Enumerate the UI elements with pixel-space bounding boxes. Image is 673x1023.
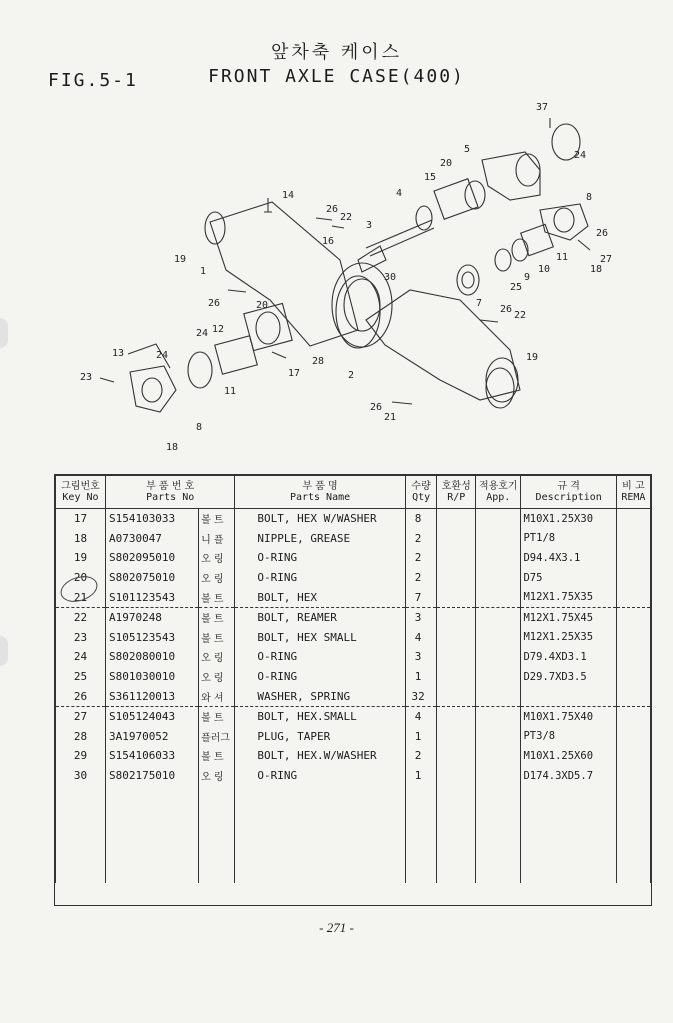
rp-cell [437, 568, 476, 588]
callout-label: 24 [196, 328, 209, 339]
part-number-cell [105, 785, 198, 805]
rp-cell [437, 706, 476, 726]
remarks-cell [616, 628, 650, 648]
key-cell: 26 [56, 686, 106, 706]
housing-5 [482, 152, 540, 200]
rp-cell [437, 844, 476, 864]
binder-hole [0, 318, 8, 348]
app-cell [476, 568, 521, 588]
table-row [56, 607, 651, 627]
rp-cell [437, 587, 476, 607]
callout-label: 15 [424, 172, 437, 183]
description-cell [521, 686, 616, 706]
remarks-cell [616, 548, 650, 568]
table-row [56, 706, 651, 726]
remarks-cell [616, 529, 650, 549]
korean-name-cell [199, 785, 235, 805]
app-cell [476, 607, 521, 627]
table-row [56, 686, 651, 706]
callout-label: 16 [322, 236, 335, 247]
korean-name-cell: 오 링 [199, 548, 235, 568]
callout-label: 24 [156, 350, 169, 361]
app-cell [476, 746, 521, 766]
qty-cell [405, 844, 437, 864]
korean-name-cell: 오 링 [199, 667, 235, 687]
qty-cell [405, 785, 437, 805]
callout-label: 19 [174, 254, 187, 265]
part-number-cell: S105123543 [105, 628, 198, 648]
callout-label: 10 [538, 264, 551, 275]
key-cell: 25 [56, 667, 106, 687]
part-name-cell: O-RING [235, 647, 405, 667]
part-name-cell [235, 844, 405, 864]
app-cell [476, 529, 521, 549]
part-name-cell: PLUG, TAPER [235, 727, 405, 747]
callout-label: 27 [600, 254, 613, 265]
callout-label: 20 [440, 158, 453, 169]
part-number-cell: S105124043 [105, 706, 198, 726]
part-name-cell: O-RING [235, 548, 405, 568]
part-name-cell [235, 785, 405, 805]
remarks-cell [616, 864, 650, 884]
key-cell [56, 785, 106, 805]
header-key-no: 그림번호 Key No [56, 476, 106, 509]
table-row [56, 647, 651, 667]
header-parts-name: 부 품 명 Parts Name [235, 476, 405, 509]
part-number-cell: S802175010 [105, 766, 198, 786]
part-name-cell: O-RING [235, 766, 405, 786]
bolt-22 [332, 226, 344, 228]
description-cell [521, 825, 616, 845]
header-remarks: 비 고 REMA [616, 476, 650, 509]
key-cell [56, 825, 106, 845]
callout-label: 30 [384, 272, 397, 283]
korean-name-cell: 볼 트 [199, 706, 235, 726]
description-cell: D29.7XD3.5 [521, 667, 616, 687]
bolt-21 [392, 402, 412, 404]
remarks-cell [616, 785, 650, 805]
rp-cell [437, 785, 476, 805]
key-cell [56, 805, 106, 825]
part-name-cell: BOLT, HEX SMALL [235, 628, 405, 648]
table-row [56, 805, 651, 825]
korean-name-cell: 오 링 [199, 766, 235, 786]
rp-cell [437, 509, 476, 529]
key-cell [56, 844, 106, 864]
rp-cell [437, 548, 476, 568]
callout-label: 13 [112, 348, 125, 359]
key-cell: 30 [56, 766, 106, 786]
remarks-cell [616, 509, 650, 529]
bolt-17 [272, 352, 286, 358]
callout-label: 23 [80, 372, 93, 383]
callout-label: 21 [384, 412, 397, 423]
callout-label: 22 [340, 212, 353, 223]
remarks-cell [616, 825, 650, 845]
callout-label: 3 [366, 220, 373, 231]
binder-hole [0, 636, 8, 666]
table-row [56, 548, 651, 568]
bolt-23 [100, 378, 114, 382]
app-cell [476, 766, 521, 786]
part-number-cell: S361120013 [105, 686, 198, 706]
description-cell: M12X1.25X35 [521, 628, 616, 648]
qty-cell: 1 [405, 727, 437, 747]
qty-cell: 1 [405, 766, 437, 786]
callout-label: 26 [208, 298, 221, 309]
rp-cell [437, 607, 476, 627]
bearing-7 [457, 265, 479, 295]
callout-label: 8 [586, 192, 593, 203]
remarks-cell [616, 727, 650, 747]
remarks-cell [616, 706, 650, 726]
app-cell [476, 727, 521, 747]
callout-label: 14 [282, 190, 295, 201]
o-ring-19-left [205, 212, 225, 244]
rp-cell [437, 864, 476, 884]
korean-name-cell: 니 플 [199, 529, 235, 549]
description-cell: M10X1.25X30 [521, 509, 616, 529]
part-number-cell: 3A1970052 [105, 727, 198, 747]
callout-label: 1 [200, 266, 207, 277]
table-row [56, 864, 651, 884]
part-name-cell: BOLT, REAMER [235, 607, 405, 627]
page-number: - 271 - [319, 920, 354, 935]
table-row [56, 628, 651, 648]
part-name-cell: BOLT, HEX W/WASHER [235, 509, 405, 529]
rp-cell [437, 727, 476, 747]
key-cell: 22 [56, 607, 106, 627]
description-cell [521, 785, 616, 805]
page-title-english: FRONT AXLE CASE(400) [208, 66, 465, 87]
parts-list-table [54, 474, 652, 906]
description-cell: D94.4X3.1 [521, 548, 616, 568]
table-row [56, 746, 651, 766]
header-description: 규 격 Description [521, 476, 616, 509]
page-title-korean: 앞차축 케이스 [270, 42, 403, 63]
table-row [56, 844, 651, 864]
callout-label: 26 [596, 228, 609, 239]
bolt-26-mid [228, 290, 246, 292]
korean-name-cell: 볼 트 [199, 587, 235, 607]
callout-label: 19 [526, 352, 539, 363]
key-cell: 27 [56, 706, 106, 726]
callout-label: 20 [256, 300, 269, 311]
remarks-cell [616, 607, 650, 627]
part-number-cell: S802095010 [105, 548, 198, 568]
callout-label: 9 [524, 272, 531, 283]
header-parts-no: 부 품 번 호 Parts No [105, 476, 234, 509]
korean-name-cell [199, 844, 235, 864]
table-row [56, 509, 651, 529]
callout-label: 18 [590, 264, 603, 275]
app-cell [476, 667, 521, 687]
key-cell: 17 [56, 509, 106, 529]
part-number-cell: S101123543 [105, 587, 198, 607]
table-row [56, 825, 651, 845]
sleeve-24 [215, 336, 258, 374]
qty-cell: 2 [405, 746, 437, 766]
part-name-cell: O-RING [235, 568, 405, 588]
callout-label: 11 [556, 252, 569, 263]
key-cell: 28 [56, 727, 106, 747]
app-cell [476, 548, 521, 568]
rp-cell [437, 529, 476, 549]
remarks-cell [616, 647, 650, 667]
remarks-cell [616, 667, 650, 687]
app-cell [476, 844, 521, 864]
app-cell [476, 825, 521, 845]
rp-cell [437, 647, 476, 667]
remarks-cell [616, 766, 650, 786]
qty-cell: 1 [405, 667, 437, 687]
qty-cell [405, 825, 437, 845]
description-cell: M10X1.75X40 [521, 706, 616, 726]
o-ring-11 [188, 352, 212, 388]
part-number-cell [105, 844, 198, 864]
header-app: 적용호기 App. [476, 476, 521, 509]
callout-label: 24 [574, 150, 587, 161]
description-cell: D174.3XD5.7 [521, 766, 616, 786]
key-cell [56, 864, 106, 884]
rp-cell [437, 766, 476, 786]
app-cell [476, 805, 521, 825]
app-cell [476, 864, 521, 884]
axle-case-right [366, 290, 520, 400]
rp-cell [437, 667, 476, 687]
callout-label: 26 [370, 402, 383, 413]
header-rp: 호환성 R/P [437, 476, 476, 509]
key-cell: 18 [56, 529, 106, 549]
app-cell [476, 509, 521, 529]
description-cell: M12X1.75X35 [521, 587, 616, 607]
description-cell: M10X1.25X60 [521, 746, 616, 766]
bolt-22-right [480, 320, 498, 322]
callout-label: 22 [514, 310, 527, 321]
description-cell: D79.4XD3.1 [521, 647, 616, 667]
qty-cell: 3 [405, 607, 437, 627]
bracket-8-left [130, 366, 176, 412]
table-row [56, 587, 651, 607]
korean-name-cell: 와 셔 [199, 686, 235, 706]
korean-name-cell: 볼 트 [199, 509, 235, 529]
part-number-cell [105, 825, 198, 845]
part-number-cell [105, 805, 198, 825]
callout-label: 11 [224, 386, 237, 397]
bracket-8 [540, 204, 588, 240]
korean-name-cell [199, 805, 235, 825]
korean-name-cell: 오 링 [199, 647, 235, 667]
description-cell [521, 864, 616, 884]
key-cell: 29 [56, 746, 106, 766]
key-cell: 24 [56, 647, 106, 667]
bushing-10 [521, 224, 554, 255]
diagram-drawing [40, 100, 640, 460]
description-cell: PT1/8 [521, 529, 616, 549]
app-cell [476, 785, 521, 805]
remarks-cell [616, 746, 650, 766]
description-cell: PT3/8 [521, 727, 616, 747]
table-row [56, 766, 651, 786]
o-ring-30 [336, 276, 380, 348]
bearing-housing-15 [434, 179, 478, 220]
exploded-parts-diagram [40, 100, 640, 460]
part-number-cell: A0730047 [105, 529, 198, 549]
key-cell: 21 [56, 587, 106, 607]
rp-cell [437, 686, 476, 706]
part-name-cell: WASHER, SPRING [235, 686, 405, 706]
bolt-26-top [316, 218, 332, 220]
table-header-row [56, 476, 651, 509]
rp-cell [437, 805, 476, 825]
part-name-cell [235, 805, 405, 825]
callout-label: 18 [166, 442, 179, 453]
qty-cell: 4 [405, 706, 437, 726]
qty-cell: 8 [405, 509, 437, 529]
part-name-cell: BOLT, HEX.W/WASHER [235, 746, 405, 766]
qty-cell [405, 805, 437, 825]
qty-cell [405, 864, 437, 884]
pinion-shaft [366, 220, 434, 256]
table-row [56, 667, 651, 687]
callout-label: 8 [196, 422, 203, 433]
figure-label: FIG.5-1 [48, 70, 138, 91]
callout-label: 25 [510, 282, 523, 293]
table-row [56, 727, 651, 747]
table-row [56, 529, 651, 549]
korean-name-cell: 볼 트 [199, 628, 235, 648]
app-cell [476, 647, 521, 667]
bolt-27 [578, 240, 590, 250]
remarks-cell [616, 568, 650, 588]
part-name-cell [235, 864, 405, 884]
part-number-cell: S802075010 [105, 568, 198, 588]
rp-cell [437, 825, 476, 845]
description-cell: M12X1.75X45 [521, 607, 616, 627]
key-cell: 19 [56, 548, 106, 568]
callout-label: 2 [348, 370, 355, 381]
app-cell [476, 706, 521, 726]
key-cell: 20 [56, 568, 106, 588]
callout-label: 37 [536, 102, 549, 113]
callout-label: 7 [476, 298, 483, 309]
callout-label: 28 [312, 356, 325, 367]
app-cell [476, 587, 521, 607]
callout-label: 26 [326, 204, 339, 215]
part-name-cell [235, 825, 405, 845]
korean-name-cell: 오 링 [199, 568, 235, 588]
part-name-cell: BOLT, HEX.SMALL [235, 706, 405, 726]
qty-cell: 2 [405, 568, 437, 588]
description-cell: D75 [521, 568, 616, 588]
callout-label: 26 [500, 304, 513, 315]
qty-cell: 2 [405, 529, 437, 549]
part-number-cell [105, 864, 198, 884]
remarks-cell [616, 587, 650, 607]
key-cell: 23 [56, 628, 106, 648]
description-cell [521, 805, 616, 825]
callout-label: 4 [396, 188, 403, 199]
part-number-cell: S154106033 [105, 746, 198, 766]
korean-name-cell: 볼 트 [199, 746, 235, 766]
part-name-cell: BOLT, HEX [235, 587, 405, 607]
bolt-14 [264, 198, 272, 212]
rp-cell [437, 628, 476, 648]
table-row [56, 568, 651, 588]
app-cell [476, 686, 521, 706]
korean-name-cell [199, 825, 235, 845]
qty-cell: 7 [405, 587, 437, 607]
callout-label: 5 [464, 144, 471, 155]
app-cell [476, 628, 521, 648]
korean-name-cell: 볼 트 [199, 607, 235, 627]
o-ring-20 [465, 181, 485, 209]
remarks-cell [616, 686, 650, 706]
remarks-cell [616, 844, 650, 864]
korean-name-cell: 플러그 [199, 727, 235, 747]
qty-cell: 3 [405, 647, 437, 667]
description-cell [521, 844, 616, 864]
rp-cell [437, 746, 476, 766]
part-number-cell: S802080010 [105, 647, 198, 667]
part-number-cell: S154103033 [105, 509, 198, 529]
callout-label: 17 [288, 368, 301, 379]
qty-cell: 4 [405, 628, 437, 648]
part-name-cell: NIPPLE, GREASE [235, 529, 405, 549]
part-number-cell: A1970248 [105, 607, 198, 627]
korean-name-cell [199, 864, 235, 884]
part-name-cell: O-RING [235, 667, 405, 687]
header-qty: 수량 Qty [405, 476, 437, 509]
part-number-cell: S801030010 [105, 667, 198, 687]
table-row [56, 785, 651, 805]
callout-label: 12 [212, 324, 225, 335]
qty-cell: 2 [405, 548, 437, 568]
qty-cell: 32 [405, 686, 437, 706]
remarks-cell [616, 805, 650, 825]
